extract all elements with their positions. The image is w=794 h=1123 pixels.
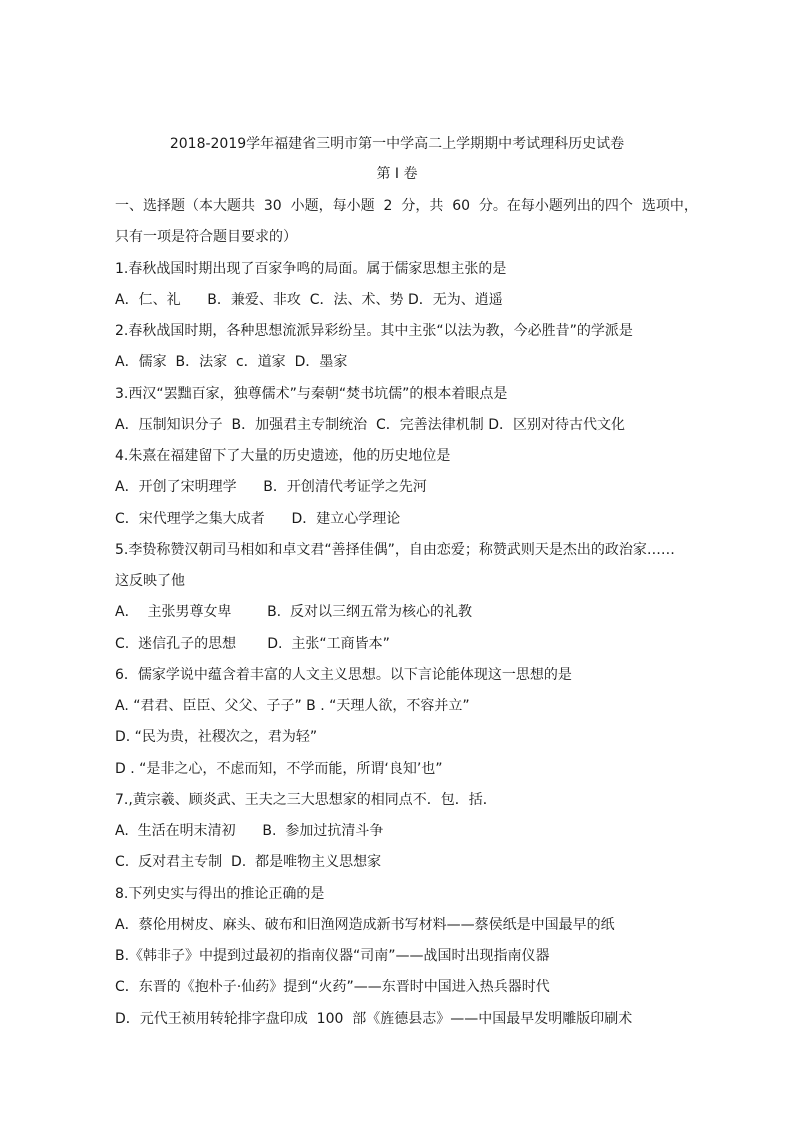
question-4-options-cd: C．宋代理学之集大成者 D．建立心学理论 <box>115 511 401 527</box>
question-1: 1.春秋战国时期出现了百家争鸣的局面。属于儒家思想主张的是 <box>115 261 507 277</box>
question-1-options: A．仁、礼 B．兼爱、非攻 C．法、术、势 D．无为、逍遥 <box>115 292 503 308</box>
section-instructions-cont: 只有一项是符合题目要求的） <box>115 229 297 245</box>
question-8-option-c: C．东晋的《抱朴子·仙药》提到“火药”——东晋时中国进入热兵器时代 <box>115 979 550 995</box>
question-8-option-d: D．元代王祯用转轮排字盘印成 100 部《旌德县志》——中国最早发明雕版印刷术 <box>115 1011 633 1027</box>
question-5-options-cd: C. 迷信孔子的思想 D. 主张“工商皆本” <box>115 636 390 652</box>
question-5: 5.李贽称赞汉朝司马相如和卓文君“善择佳偶”，自由恋爱；称赞武则天是杰出的政治家…… <box>115 542 675 558</box>
section-instructions: 一、选择题（本大题共 30 小题，每小题 2 分，共 60 分。在每小题列出的四个 选项中， <box>115 198 698 214</box>
question-8: 8.下列史实与得出的推论正确的是 <box>115 886 325 902</box>
question-4-options-ab: A．开创了宋明理学 B．开创清代考证学之先河 <box>115 479 427 495</box>
question-8-option-b: B.《韩非子》中提到过最初的指南仪器“司南”——战国时出现指南仪器 <box>115 948 550 964</box>
question-4: 4.朱熹在福建留下了大量的历史遗迹，他的历史地位是 <box>115 448 451 464</box>
question-6-option-d: D . “是非之心，不虑而知，不学而能，所谓‘良知’也” <box>115 761 443 777</box>
question-5-cont: 这反映了他 <box>115 573 185 589</box>
question-2-options: A．儒家 B．法家 c．道家 D．墨家 <box>115 354 348 370</box>
exam-title: 2018-2019学年福建省三明市第一中学高二上学期期中考试理科历史试卷 <box>169 136 625 152</box>
volume-heading: 第 Ⅰ 卷 <box>376 166 418 182</box>
question-7: 7.,黄宗羲、顾炎武、王夫之三大思想家的相同点不．包．括． <box>115 792 497 808</box>
question-6-options-ab: A. “君君、臣臣、父父、子子” B . “天理人欲，不容并立” <box>115 698 470 714</box>
question-3-options: A．压制知识分子 B．加强君主专制统治 C．完善法律机制 D．区别对待古代文化 <box>115 417 625 433</box>
question-3: 3.西汉“罢黜百家，独尊儒术”与秦朝“焚书坑儒”的根本着眼点是 <box>115 386 508 402</box>
question-6-option-c: D. “民为贵，社稷次之，君为轻” <box>115 729 318 745</box>
question-6: 6．儒家学说中蕴含着丰富的人文主义思想。以下言论能体现这一思想的是 <box>115 667 572 683</box>
question-7-options-ab: A. 生活在明末清初 B. 参加过抗清斗争 <box>115 823 384 839</box>
question-5-options-ab: A． 主张男尊女卑 B. 反对以三纲五常为核心的礼教 <box>115 604 473 620</box>
question-2: 2.春秋战国时期，各种思想流派异彩纷呈。其中主张“以法为教，今必胜昔”的学派是 <box>115 323 633 339</box>
question-8-option-a: A．蔡伦用树皮、麻头、破布和旧渔网造成新书写材料——蔡侯纸是中国最早的纸 <box>115 917 615 933</box>
question-7-options-cd: C. 反对君主专制 D. 都是唯物主义思想家 <box>115 854 382 870</box>
